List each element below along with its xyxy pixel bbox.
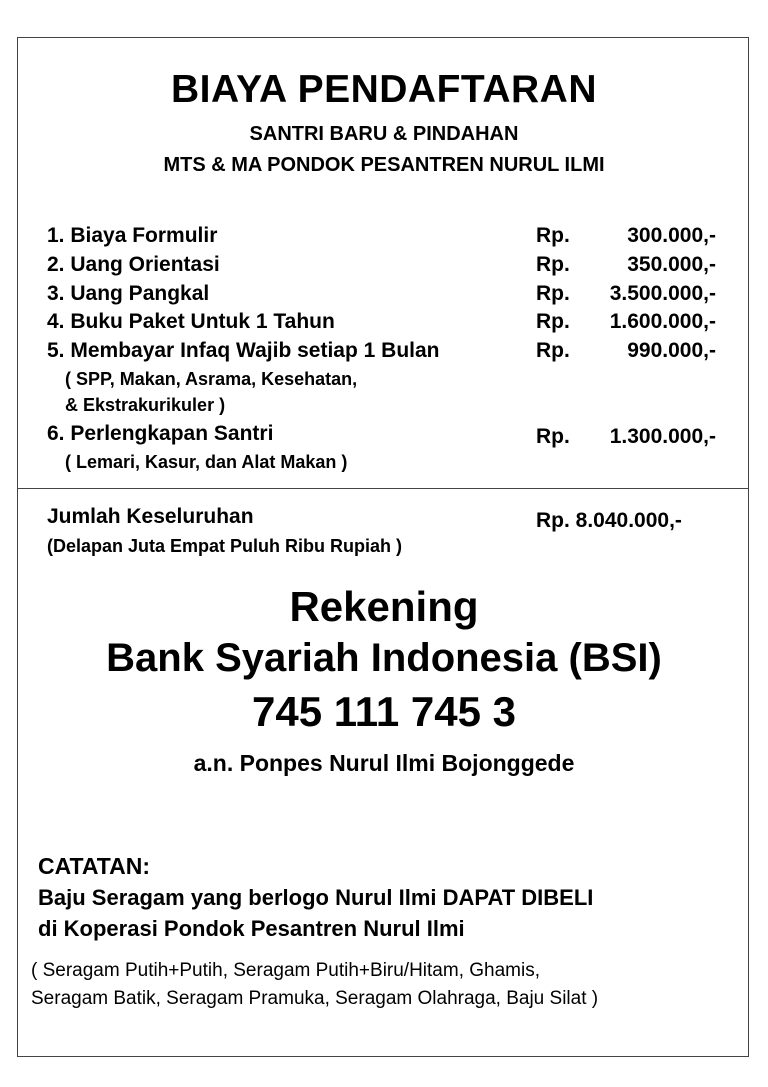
page-title: BIAYA PENDAFTARAN: [171, 68, 597, 111]
currency-label: Rp.: [536, 339, 570, 362]
currency-label: Rp.: [536, 282, 570, 305]
bank-heading: Rekening: [289, 583, 479, 630]
fee-item-label: 6. Perlengkapan Santri: [47, 422, 274, 445]
subtitle-school: MTS & MA PONDOK PESANTREN NURUL ILMI: [163, 154, 605, 176]
bank-name: Bank Syariah Indonesia (BSI): [106, 636, 662, 680]
notes-line: Baju Seragam yang berlogo Nurul Ilmi DAPAT DIBELI: [38, 885, 594, 910]
fee-amount: 990.000,-: [627, 339, 716, 362]
fee-item-note: ( SPP, Makan, Asrama, Kesehatan,: [65, 369, 358, 389]
total-label: Jumlah Keseluruhan: [47, 505, 254, 528]
fee-item-label: 2. Uang Orientasi: [47, 253, 220, 276]
fee-item-label: 4. Buku Paket Untuk 1 Tahun: [47, 310, 335, 333]
uniform-list: Seragam Batik, Seragam Pramuka, Seragam Olahraga, Baju Silat ): [31, 988, 599, 1009]
currency-label: Rp.: [536, 253, 570, 276]
currency-label: Rp.: [536, 224, 570, 247]
fee-amount: 3.500.000,-: [609, 282, 716, 305]
account-number: 745 111 745 3: [252, 688, 516, 735]
notes-title: CATATAN:: [38, 853, 150, 879]
account-holder: a.n. Ponpes Nurul Ilmi Bojonggede: [193, 750, 575, 776]
fee-amount: 1.300.000,-: [609, 425, 716, 448]
subtitle-students: SANTRI BARU & PINDAHAN: [249, 123, 519, 145]
fee-item-label: 1. Biaya Formulir: [47, 224, 218, 247]
fee-amount: 300.000,-: [627, 224, 716, 247]
fee-item-note: ( Lemari, Kasur, dan Alat Makan ): [65, 452, 348, 472]
notes-line: di Koperasi Pondok Pesantren Nurul Ilmi: [38, 916, 465, 941]
total-in-words: (Delapan Juta Empat Puluh Ribu Rupiah ): [47, 536, 403, 556]
currency-label: Rp.: [536, 425, 570, 448]
section-divider: [17, 488, 749, 489]
uniform-list: ( Seragam Putih+Putih, Seragam Putih+Biru/Hitam, Ghamis,: [31, 960, 541, 981]
total-amount: Rp. 8.040.000,-: [536, 509, 682, 532]
fee-item-label: 3. Uang Pangkal: [47, 282, 210, 305]
currency-label: Rp.: [536, 310, 570, 333]
fee-item-label: 5. Membayar Infaq Wajib setiap 1 Bulan: [47, 339, 440, 362]
fee-amount: 350.000,-: [627, 253, 716, 276]
fee-amount: 1.600.000,-: [609, 310, 716, 333]
fee-item-note: & Ekstrakurikuler ): [65, 395, 226, 415]
